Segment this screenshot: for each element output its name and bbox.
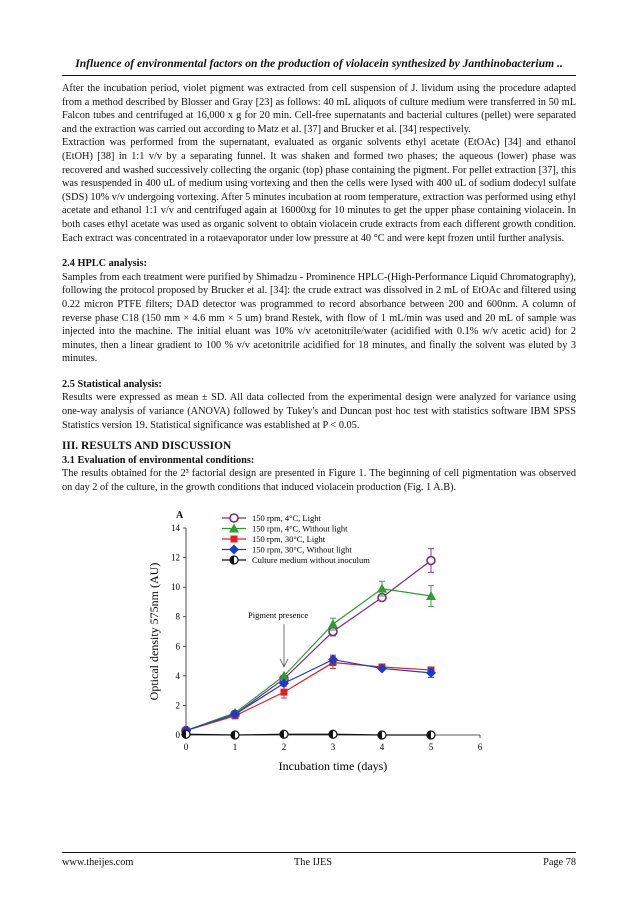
od-chart [140, 510, 500, 790]
y-axis-label: Optical density 575nm (AU) [147, 562, 161, 701]
legend-marker [230, 556, 238, 564]
heading-hplc: 2.4 HPLC analysis: [62, 258, 147, 270]
x-tick-label: 1 [232, 742, 238, 752]
legend-label: 150 rpm, 4°C, Light [252, 513, 321, 523]
y-tick-label: 6 [175, 641, 180, 652]
legend-marker [230, 514, 238, 522]
y-tick-label: 2 [175, 700, 180, 711]
paragraph-extraction-intro: After the incubation period, violet pigment was extracted from cell suspension of J. lividum using the procedure adapted from a method described by Blosser and Gray [23] as follows: 40 mL aliquots of culture medium were transferred in 50 mL Falcon tubes and centrifuged at 16,000 x g for 20 min. Cell-free supernatants and bacterial cultures (pellet) were separated and the extraction was carried out according to Matz et al. [37] and Brucker et al. [34] respectively. [62, 83, 576, 135]
y-tick-label: 0 [175, 730, 180, 740]
header-rule [62, 75, 576, 76]
data-point [182, 730, 190, 738]
data-point [328, 619, 338, 628]
data-point [231, 731, 239, 739]
paragraph-results: The results obtained for the 2³ factorial design are presented in Figure 1. The beginning of cell pigmentation was observed on day 2 of the culture, in the growth conditions that induced violacein production (Fig. 1 A.B). [62, 468, 576, 494]
x-tick-label: 6 [477, 742, 483, 752]
running-header: Influence of environmental factors on the production of violacein synthesized by Janthinobacterium .. [75, 57, 563, 70]
x-tick-label: 5 [428, 742, 434, 752]
y-tick-label: 12 [171, 552, 180, 563]
legend-label: Culture medium without inoculum [252, 555, 370, 565]
footer-page-number: Page 78 [543, 857, 576, 868]
data-point [280, 730, 288, 738]
legend-label: 150 rpm, 30°C, Light [252, 534, 326, 544]
series-0 [182, 549, 435, 735]
data-point [281, 689, 288, 696]
y-tick-label: 8 [175, 611, 180, 622]
footer-journal: The IJES [294, 857, 333, 868]
legend-marker [229, 545, 239, 555]
footer-website[interactable]: www.theijes.com [62, 857, 134, 868]
paragraph-statistical: Results were expressed as mean ± SD. All data collected from the experimental design were analyzed for variance using one-way analysis of variance (ANOVA) followed by Tukey's and Duncan post hoc test with statistics software IBM SPSS Statistics version 19. Statistical significance was established at P < 0.05. [62, 392, 576, 431]
y-tick-label: 14 [171, 523, 180, 533]
legend-label: 150 rpm, 4°C, Without light [252, 523, 348, 534]
data-point [427, 731, 435, 739]
figure-1a [140, 510, 500, 790]
series-4 [182, 730, 435, 739]
data-point [427, 557, 435, 565]
x-tick-label: 2 [281, 742, 287, 752]
paragraph-hplc: Samples from each treatment were purified by Shimadzu - Prominence HPLC-(High-Performance Liquid Chromatography), following the protocol proposed by Brucker et al. [34]: the crude extract was dissolved in 2 mL of EtOAc and filtered using 0.22 micron PTFE filters; DAD detector was programmed to record absorbance between 200 and 600nm. A column of reverse phase C18 (150 mm × 4.6 mm × 5 um) brand Restek, with flow of 1 mL/min was used and 20 mL of sample was injected into the machine. The initial eluant was 10% v/v acetonitrile/water (acidified with 0.1% w/v acetic acid) for 2 minutes, then a linear gradient to 100 % v/v acetonitrile acidified for 18 minutes, and finally the solvent was eluted by 3 minutes. [62, 271, 576, 365]
footer-rule [62, 852, 576, 853]
data-point [378, 731, 386, 739]
x-axis-label: Incubation time (days) [278, 759, 388, 773]
paragraph-extraction-method: Extraction was performed from the supernatant, evaluated as organic solvents ethyl acetate (EtOAc) [34] and ethanol (EtOH) [38] in 1:1 v/v by a separating funnel. It was shaken and formed two phases; the aqueous (lower) phase was recovered and washed successively collecting the organic (top) phase containing the pigment. For pellet extraction [37], this was resuspended in 400 uL of medium using vortexing and then the cells were lysed with 400 uL of sodium dodecyl sulfate (SDS) 10% v/v undergoing vortexing. After 5 minutes incubation at room temperature, extraction was performed using ethyl acetate and ethanol 1:1 v/v and centrifuged again at 16000xg for 10 minutes to get the upper phase containing violacein. In both cases ethyl acetate was used as organic solvent to obtain violacein crude extracts from each different growth condition. Each extract was concentrated in a rotaevaporator under low pressure at 40 °C and were kept frozen until further analysis. [62, 137, 576, 244]
series-line [186, 663, 431, 731]
series-2 [183, 657, 435, 734]
legend-label: 150 rpm, 30°C, Without light [252, 544, 352, 555]
legend-marker [231, 536, 238, 543]
y-tick-label: 4 [175, 670, 180, 681]
data-point [377, 584, 387, 593]
heading-results: III. RESULTS AND DISCUSSION [62, 440, 232, 453]
page-body [62, 82, 576, 495]
series-3 [181, 655, 436, 736]
x-tick-label: 4 [379, 742, 385, 752]
x-tick-label: 3 [330, 742, 336, 752]
heading-evaluation: 3.1 Evaluation of environmental conditions: [62, 454, 255, 466]
series-line [186, 589, 431, 731]
series-line [186, 561, 431, 731]
annotation-label: Pigment presence [248, 610, 309, 621]
heading-statistical: 2.5 Statistical analysis: [62, 378, 162, 390]
x-tick-label: 0 [183, 742, 189, 752]
series-1 [181, 581, 436, 734]
data-point [329, 730, 337, 738]
panel-label: A [176, 510, 184, 521]
y-tick-label: 10 [171, 582, 180, 593]
